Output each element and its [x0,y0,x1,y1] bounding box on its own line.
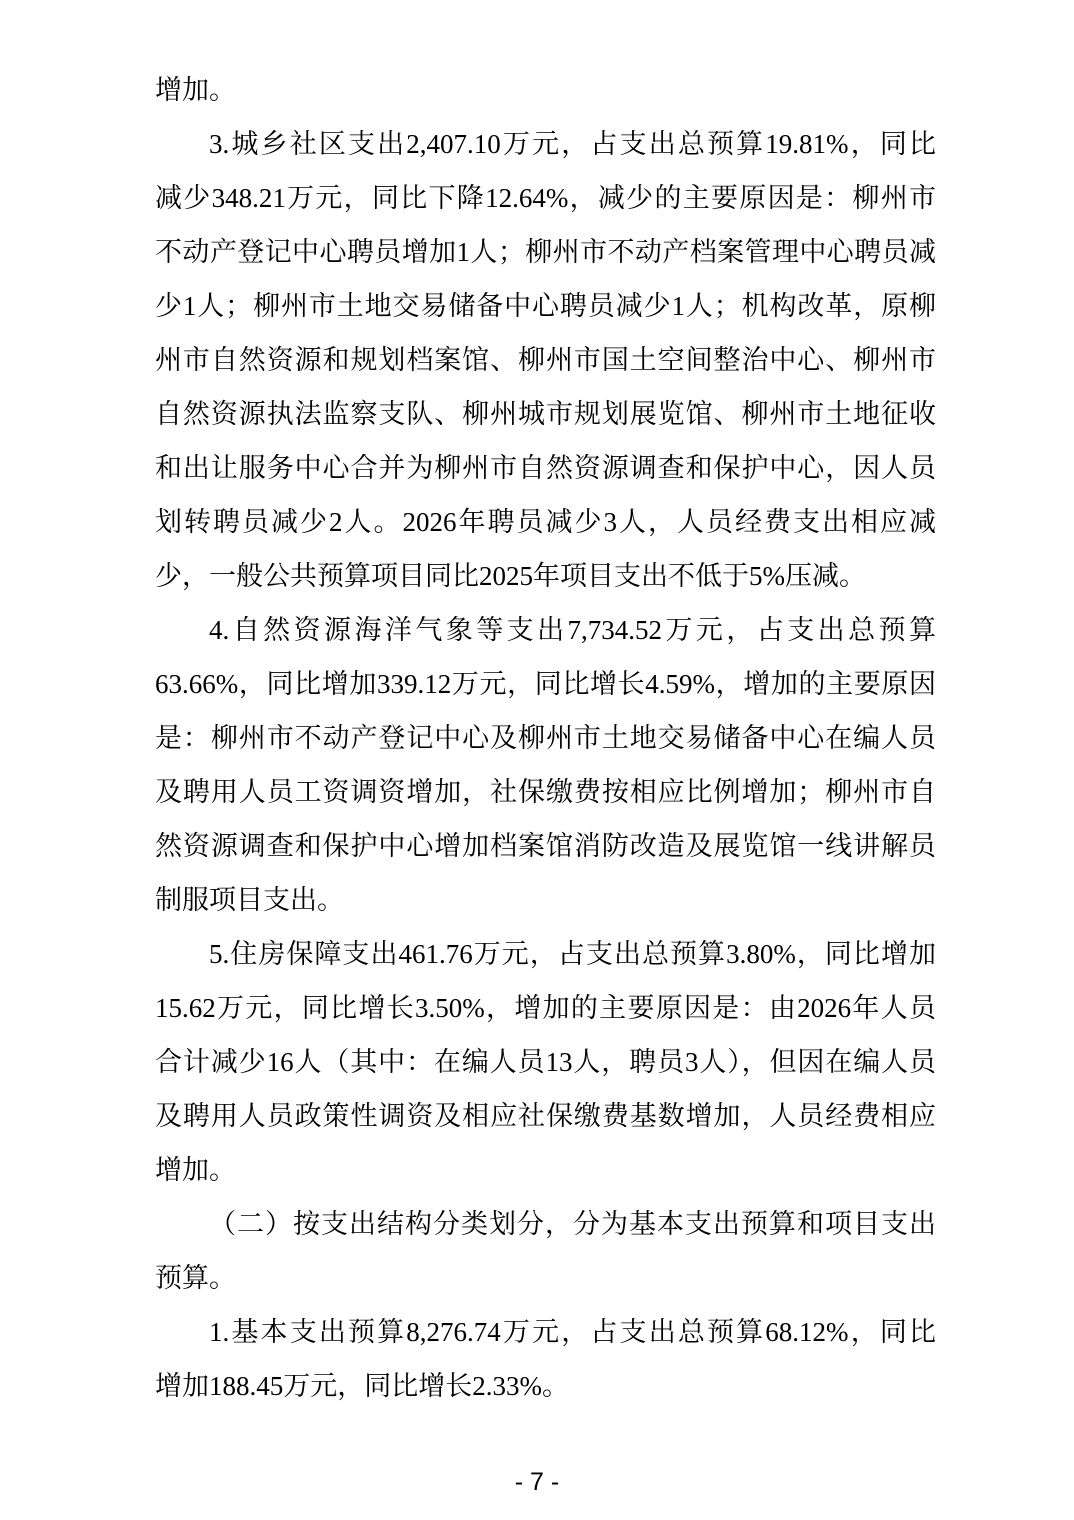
paragraph-line: 增加。 [155,1155,236,1185]
paragraph-line: 预算。 [155,1263,236,1293]
paragraph-line: 5.住房保障支出461.76万元，占支出总预算3.80%，同比增加 [209,939,936,969]
paragraph-line: 减少348.21万元，同比下降12.64%，减少的主要原因是：柳州市 [155,183,936,213]
paragraph-line: 63.66%，同比增加339.12万元，同比增长4.59%，增加的主要原因 [155,669,936,699]
paragraph-line: 15.62万元，同比增长3.50%，增加的主要原因是：由2026年人员 [155,993,936,1023]
paragraph-line: 3.城乡社区支出2,407.10万元，占支出总预算19.81%，同比 [209,129,936,159]
paragraph-line: 及聘用人员政策性调资及相应社保缴费基数增加，人员经费相应 [155,1101,936,1131]
paragraph-line: 是：柳州市不动产登记中心及柳州市土地交易储备中心在编人员 [155,723,936,753]
paragraph-line: 合计减少16人（其中：在编人员13人，聘员3人），但因在编人员 [155,1047,936,1077]
paragraph-line: 少1人；柳州市土地交易储备中心聘员减少1人；机构改革，原柳 [155,291,936,321]
paragraph-line: 1.基本支出预算8,276.74万元，占支出总预算68.12%，同比 [209,1317,936,1347]
paragraph-line: 及聘用人员工资调资增加，社保缴费按相应比例增加；柳州市自 [155,777,936,807]
paragraph-line: 少，一般公共预算项目同比2025年项目支出不低于5%压减。 [155,561,866,591]
paragraph-line: 不动产登记中心聘员增加1人；柳州市不动产档案管理中心聘员减 [155,237,936,267]
paragraph-line: 州市自然资源和规划档案馆、柳州市国土空间整治中心、柳州市 [155,345,936,375]
paragraph-line: 自然资源执法监察支队、柳州城市规划展览馆、柳州市土地征收 [155,399,936,429]
paragraph-line: 增加。 [155,75,236,105]
paragraph-line: （二）按支出结构分类划分，分为基本支出预算和项目支出 [209,1209,936,1239]
paragraph-line: 划转聘员减少2人。2026年聘员减少3人，人员经费支出相应减 [155,507,936,537]
document-body [155,63,936,1413]
paragraph-line: 制服项目支出。 [155,885,344,915]
paragraph-line: 和出让服务中心合并为柳州市自然资源调查和保护中心，因人员 [155,453,936,483]
paragraph-line: 增加188.45万元，同比增长2.33%。 [155,1371,569,1401]
paragraph-line: 然资源调查和保护中心增加档案馆消防改造及展览馆一线讲解员 [155,831,936,861]
paragraph-line: 4.自然资源海洋气象等支出7,734.52万元，占支出总预算 [209,615,936,645]
page-number: - 7 - [514,1468,560,1496]
